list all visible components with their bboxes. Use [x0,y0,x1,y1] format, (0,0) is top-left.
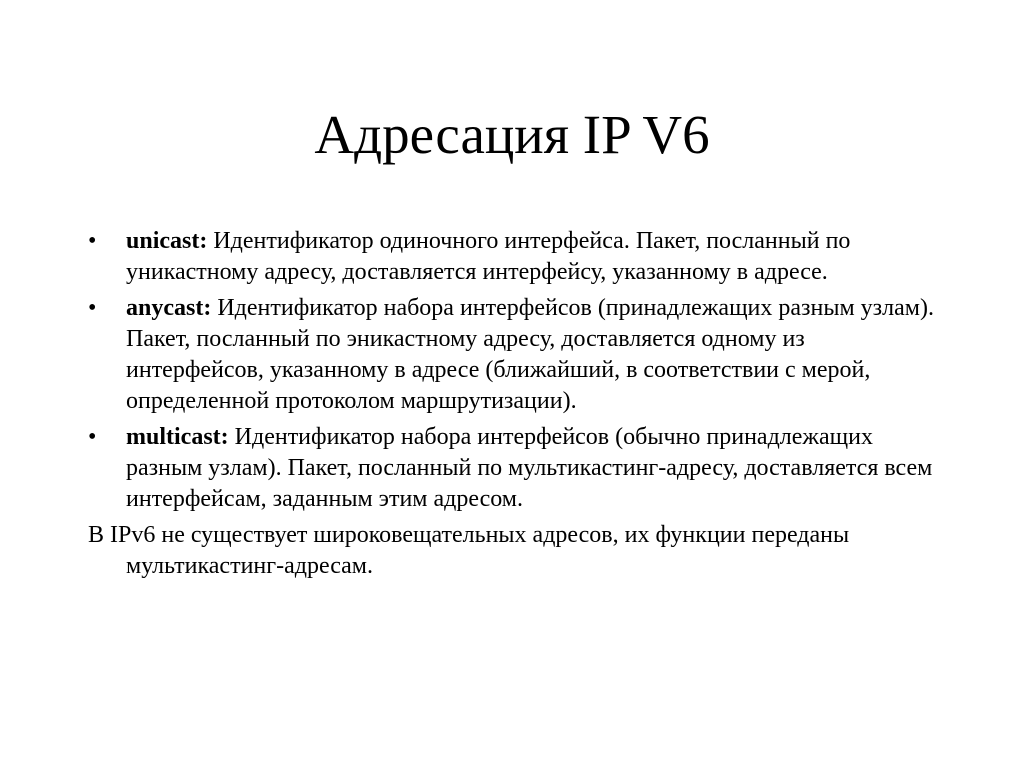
bullet-marker: • [88,424,97,450]
bullet-term: anycast: [126,295,212,321]
bullet-item-anycast [88,293,948,417]
bullet-text: Идентификатор набора интерфейсов (обычно принадлежащих разным узлам). Пакет, посланный по мультикастинг-адресу, доставляется всем интерфейсам, заданным этим адресом. [126,424,933,512]
bullet-text: Идентификатор набора интерфейсов (принадлежащих разным узлам). Пакет, посланный по эникастному адресу, доставляется одному из интерфейсов, указанному в адресе (ближайший, в соответствии с мерой, определенной протоколом маршрутизации). [126,295,934,414]
bullet-marker: • [88,228,97,254]
bullet-term: unicast: [126,228,208,254]
ipv6-broadcast-note: В IPv6 не существует широковещательных адресов, их функции переданы мультикастинг-адресам. [88,522,850,579]
bullet-item-unicast [88,226,948,288]
slide-title: Адресация IP V6 [314,104,710,165]
slide-content [88,226,948,582]
bullet-text: Идентификатор одиночного интерфейса. Пакет, посланный по уникастному адресу, доставляется интерфейсу, указанному в адресе. [126,228,851,285]
bullet-marker: • [88,295,97,321]
bullet-term: multicast: [126,424,229,450]
bullet-item-multicast [88,422,948,515]
